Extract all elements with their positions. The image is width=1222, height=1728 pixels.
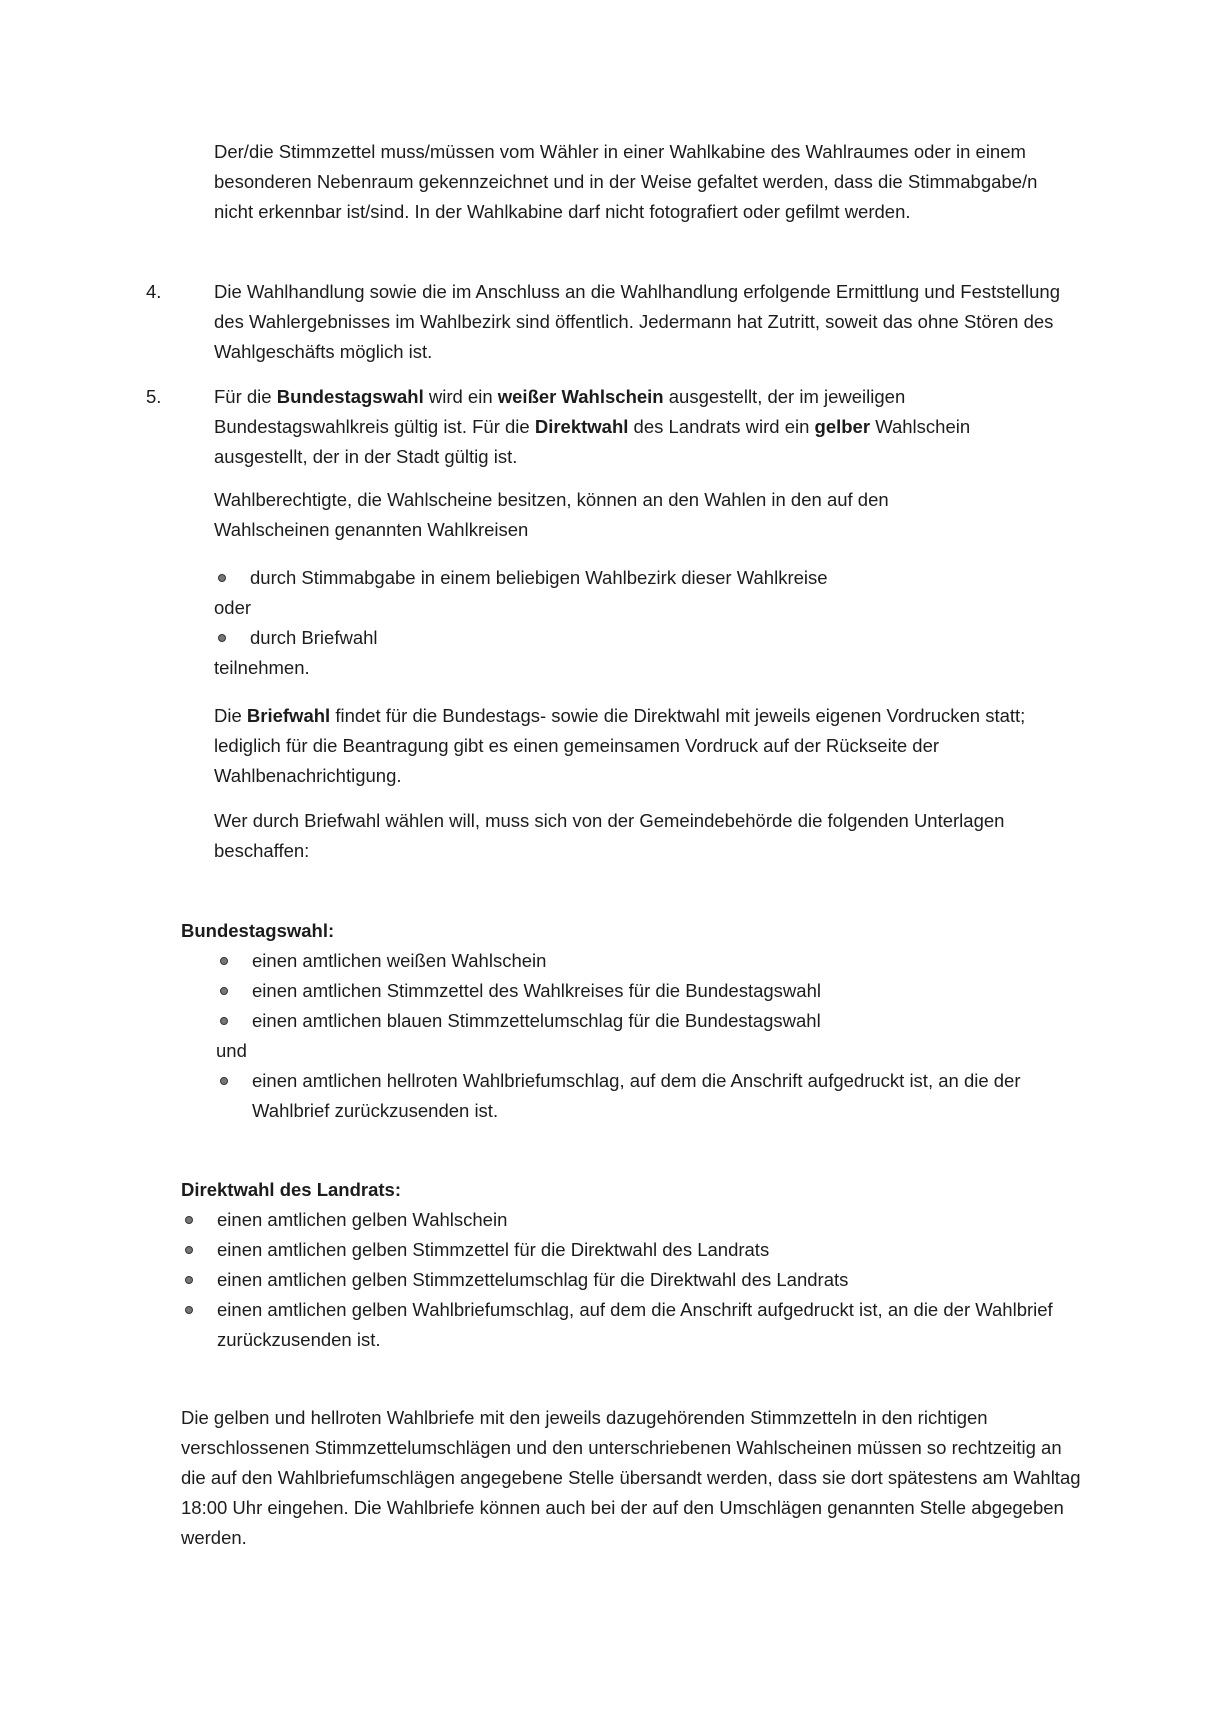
briefwahl-bold: Briefwahl bbox=[246, 705, 331, 726]
list-item: einen amtlichen gelben Wahlbriefumschlag, auf dem die Anschrift aufgedruckt ist, an die der Wahlbrief zurückzusenden ist. bbox=[181, 1295, 1081, 1355]
weisser-wahlschein-bold: weißer Wahlschein bbox=[497, 386, 664, 407]
list-item: einen amtlichen gelben Wahlschein bbox=[181, 1205, 1081, 1235]
item-5-number: 5. bbox=[146, 386, 162, 407]
item-5-paragraph-1: Für die Bundestagswahl wird ein weißer Wahlschein ausgestellt, der im jeweiligen Bundestagswahlkreis gültig ist. Für die Direktwahl des Landrats wird ein gelber Wahlschein ausgestellt, der in der Stadt gültig ist. bbox=[214, 386, 971, 467]
bullet-icon bbox=[220, 1077, 228, 1085]
bullet-icon bbox=[185, 1246, 193, 1254]
bullet-icon bbox=[220, 987, 228, 995]
bullet-icon bbox=[185, 1276, 193, 1284]
item-5-paragraph-3: Die Briefwahl findet für die Bundestags- sowie die Direktwahl mit jeweils eigenen Vordrucken statt; lediglich für die Beantragung gibt es einen gemeinsamen Vordruck auf der Rückseite der Wahlbenachrichtigung. bbox=[214, 705, 1026, 786]
or-word: oder bbox=[214, 597, 252, 618]
continuation-text: Der/die Stimmzettel muss/müssen vom Wähler in einer Wahlkabine des Wahlraumes oder in einem besonderen Nebenraum gekennzeichnet und in der Weise gefaltet werden, dass die Stimmabgabe/n nicht erkennbar ist/sind. In der Wahlkabine darf nicht fotografiert oder gefilmt werden. bbox=[214, 141, 1038, 222]
list-item: durch Briefwahl bbox=[214, 623, 1064, 653]
direktwahl-bold: Direktwahl bbox=[534, 416, 629, 437]
gelber-bold: gelber bbox=[814, 416, 871, 437]
bundestagswahl-section bbox=[181, 916, 1071, 1126]
list-item: einen amtlichen blauen Stimmzettelumschlag für die Bundestagswahl bbox=[216, 1006, 1071, 1036]
continuation-paragraph bbox=[214, 137, 1064, 227]
item-4-text: Die Wahlhandlung sowie die im Anschluss an die Wahlhandlung erfolgende Ermittlung und Feststellung des Wahlergebnisses im Wahlbezirk sind öffentlich. Jedermann hat Zutritt, soweit das ohne Stören des Wahlgeschäfts möglich ist. bbox=[214, 281, 1061, 362]
item-5-p4-text: Wer durch Briefwahl wählen will, muss sich von der Gemeindebehörde die folgenden Unterlagen beschaffen: bbox=[214, 810, 1005, 861]
bundestagswahl-bold: Bundestagswahl bbox=[276, 386, 424, 407]
bullet-icon bbox=[218, 634, 226, 642]
item-5-paragraph-4 bbox=[214, 806, 1034, 866]
list-item: einen amtlichen gelben Stimmzettel für die Direktwahl des Landrats bbox=[181, 1235, 1081, 1265]
participate-word: teilnehmen. bbox=[214, 657, 310, 678]
closing-text: Die gelben und hellroten Wahlbriefe mit den jeweils dazugehörenden Stimmzetteln in den richtigen verschlossenen Stimmzettelumschlägen und den unterschriebenen Wahlscheinen müssen so rechtzeitig an die auf den Wahlbriefumschlägen angegebene Stelle übersandt werden, dass sie dort spätestens am Wahltag 18:00 Uhr eingehen. Die Wahlbriefe können auch bei der auf den Umschlägen genannten Stelle abgegeben werden. bbox=[181, 1407, 1081, 1548]
list-item: einen amtlichen hellroten Wahlbriefumschlag, auf dem die Anschrift aufgedruckt ist, an die der Wahlbrief zurückzusenden ist. bbox=[216, 1066, 1056, 1126]
item-4-paragraph bbox=[214, 277, 1064, 367]
bullet-icon bbox=[185, 1216, 193, 1224]
closing-paragraph bbox=[181, 1403, 1081, 1553]
item-5-p2-text: Wahlberechtigte, die Wahlscheine besitzen, können an den Wahlen in den auf den Wahlscheinen genannten Wahlkreisen bbox=[214, 489, 889, 540]
list-item: einen amtlichen weißen Wahlschein bbox=[216, 946, 1071, 976]
item-5-paragraph-2 bbox=[214, 485, 994, 545]
list-item: durch Stimmabgabe in einem beliebigen Wahlbezirk dieser Wahlkreise bbox=[214, 563, 1064, 593]
item-4-number: 4. bbox=[146, 281, 162, 302]
section-heading: Bundestagswahl: bbox=[181, 920, 335, 941]
bullet-icon bbox=[220, 957, 228, 965]
direktwahl-section bbox=[181, 1175, 1081, 1355]
and-word: und bbox=[216, 1040, 247, 1061]
participation-options bbox=[214, 563, 1064, 683]
bullet-icon bbox=[218, 574, 226, 582]
list-item: einen amtlichen gelben Stimmzettelumschlag für die Direktwahl des Landrats bbox=[181, 1265, 1081, 1295]
section-heading: Direktwahl des Landrats: bbox=[181, 1179, 402, 1200]
bullet-icon bbox=[220, 1017, 228, 1025]
list-item: einen amtlichen Stimmzettel des Wahlkreises für die Bundestagswahl bbox=[216, 976, 1071, 1006]
bullet-icon bbox=[185, 1306, 193, 1314]
